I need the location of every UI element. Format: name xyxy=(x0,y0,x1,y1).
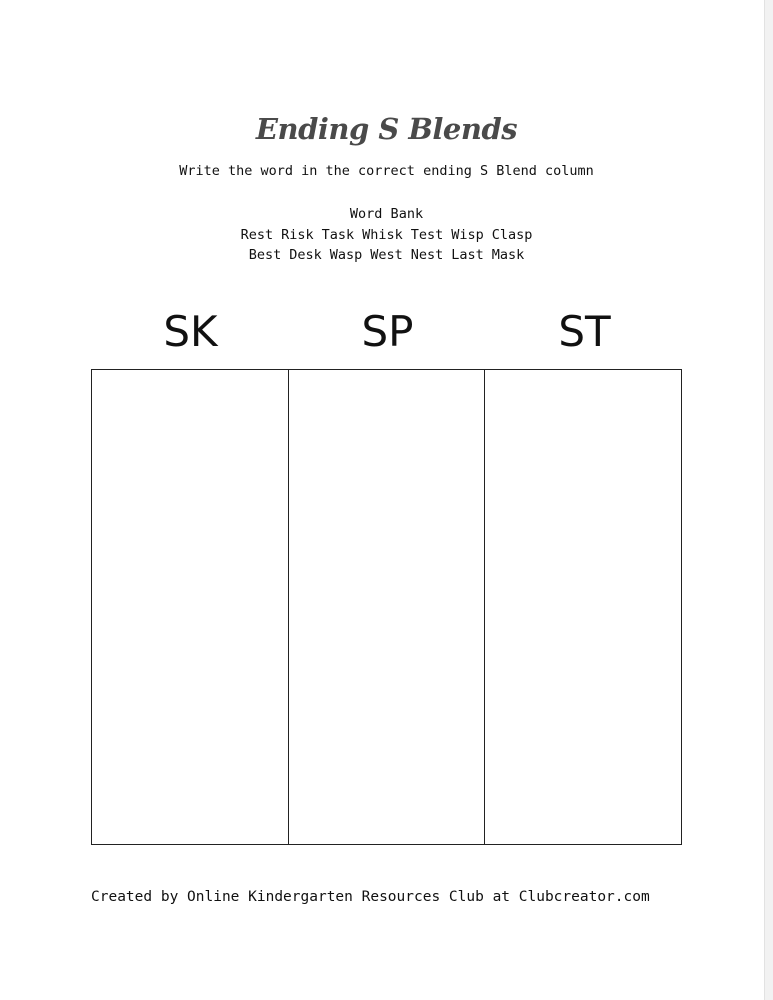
word-bank-word: Risk xyxy=(281,226,314,243)
column-header-st: ST xyxy=(558,307,611,356)
word-bank-word: West xyxy=(370,247,403,263)
page-edge xyxy=(764,0,773,1000)
word-bank-heading: Word Bank xyxy=(349,206,424,222)
word-bank-word: Desk xyxy=(289,247,322,263)
word-bank-word: Mask xyxy=(491,247,525,263)
column-header-sp: SP xyxy=(361,307,414,356)
sorting-table xyxy=(91,369,682,845)
word-bank-row xyxy=(0,225,773,246)
word-bank-word: Wisp xyxy=(451,226,484,243)
word-bank-word: Whisk xyxy=(362,226,403,243)
page-title: Ending S Blends xyxy=(255,112,518,146)
footer-credit: Created by Online Kindergarten Resources Club at Clubcreator.com xyxy=(91,889,650,905)
answer-column-st[interactable] xyxy=(484,370,681,844)
answer-column-sk[interactable] xyxy=(92,370,288,844)
word-bank xyxy=(0,204,773,266)
instructions-text: Write the word in the correct ending S Blend column xyxy=(179,163,594,179)
word-bank-word: Task xyxy=(321,226,355,243)
word-bank-word: Last xyxy=(451,247,484,263)
word-bank-word: Test xyxy=(410,226,444,243)
word-bank-word: Best xyxy=(248,247,282,263)
word-bank-word: Rest xyxy=(240,226,274,243)
word-bank-word: Wasp xyxy=(329,247,363,263)
word-bank-word: Clasp xyxy=(491,226,533,243)
word-bank-row xyxy=(0,245,773,266)
column-headers xyxy=(92,305,683,359)
answer-column-sp[interactable] xyxy=(288,370,485,844)
column-header-sk: SK xyxy=(163,307,218,356)
word-bank-word: Nest xyxy=(410,247,444,263)
